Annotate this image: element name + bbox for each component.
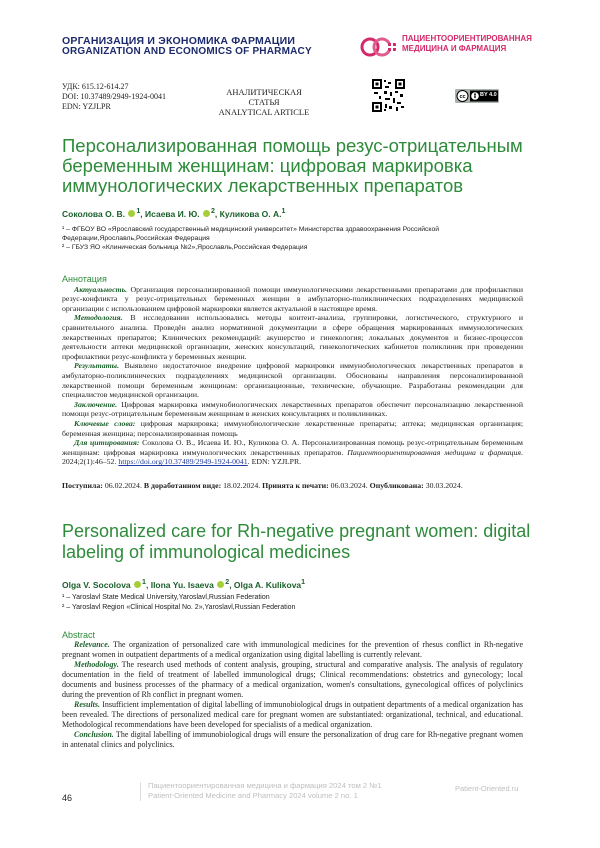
citation-label: Для цитирования: [74,438,140,448]
orcid-icon[interactable] [203,210,210,217]
affiliation: ¹ – Yaroslavl State Medical University,Yaroslavl,Russian Federation [62,594,270,601]
revised-date: 18.02.2024. [221,481,261,490]
accepted-date: 06.03.2024. [328,481,368,490]
conclusion-text: The digital labelling of immunobiological drugs will ensure the personalization of drug care for Rh-negative pregnant women in antenatal clinics and polyclinics. [62,730,523,749]
qr-code-icon[interactable] [371,78,406,113]
author-name: Исаева И. Ю. [145,208,200,219]
citation-tail: . 2024;2(1):46–52. [62,447,523,467]
authors-en: Olga V. Socolova $^1$, Ilona Yu. Isaeva $^2$, Olga A. Kulikova$^1$ [62,578,306,590]
footer-divider [140,782,141,801]
abstract-paragraph [62,285,523,314]
keywords [62,419,523,438]
article-title-ru: Персонализированная помощь резус-отрицательным беременным женщинам: цифровая маркировка иммунологических лекарственных препаратов [62,135,523,196]
published-label: Опубликована: [369,481,424,490]
page-number: 46 [62,793,73,803]
author-name: Olga A. Kulikova [233,579,302,590]
conclusion-text: Цифровая маркировка иммунобиологических лекарственных препаратов обеспечит персонализацию лекарственной помощи резус-отрицательным беременным женщинам в женских консультациях и поликлиниках. [62,399,523,419]
journal-logo-text [402,34,532,54]
orcid-icon[interactable] [128,210,135,217]
doi-link[interactable]: https://doi.org/10.37489/2949-1924-0041 [118,457,248,467]
author-name: Olga V. Socolova [62,579,131,590]
footer-journal-en: Patient-Oriented Medicine and Pharmacy 2024 volume 2 no. 1 [148,791,358,800]
author-affil-sup: 1 [281,207,286,215]
author-name: Ilona Yu. Isaeva [150,579,214,590]
affiliation: ² – Yaroslavl Region «Clinical Hospital No. 2»,Yaroslavl,Russian Federation [62,604,296,611]
relevance-text: Организация персонализированной помощи иммунологическими лекарственными препаратами для профилактики резус-конфликта у резус-отрицательных беременных женщин в амбулаторно-поликлинических подразделениях медицинской организации с использованием цифровой маркировки является актуальной в настоящее время. [62,284,523,313]
abstract-paragraph [62,660,523,700]
authors-ru: Соколова О. В. $^1$, Исаева И. Ю. $^2$, Куликова О. А.$^1$ [62,207,286,219]
affiliations-en [62,593,522,613]
results-label: Results. [74,700,101,709]
udk: УДК: 615.12-614.27 [62,82,129,91]
affiliations-ru [62,225,522,252]
citation-text: Соколова О. В., Исаева И. Ю., Куликова О. А. Персонализированная помощь резус-отрицательным беременным женщинам: цифровая маркировка иммунологических лекарственных препаратов. [62,438,523,457]
orcid-icon[interactable] [217,581,224,588]
abstract-paragraph [62,400,523,419]
conclusion-label: Заключение. [74,399,118,409]
abstract-heading: Abstract [62,630,96,640]
methodology-text: The research used methods of content analysis, grouping, structural and comparative analysis. The analysis of regulatory documentation in the field of treatment of labelled immunological drugs; Clinical recommendations: obstetrics and gynecology; local documents and business processes of the pharmacy of a medical organization, women's consultations, gynecological offices of polyclinics during the prevention of Rh conflict in pregnant women. [62,660,523,699]
received-label: Поступила: [62,481,103,490]
keywords-label: Ключевые слова: [74,418,136,428]
abstract-paragraph [62,361,523,399]
abstract-paragraph [62,313,523,361]
edn: EDN: YZJLPR [62,102,111,111]
received-date: 06.02.2024. [102,481,142,490]
doi: DOI: 10.37489/2949-1924-0041 [62,92,166,101]
abstract-paragraph [62,640,523,660]
abstract-ru [62,275,523,467]
footer-website-link[interactable]: Patient-Oriented.ru [455,784,519,793]
conclusion-label: Conclusion. [74,730,114,739]
article-title-en: Personalized care for Rh-negative pregnant women: digital labeling of immunological medicines [62,521,531,562]
methodology-label: Методология. [74,313,123,323]
svg-text:cc: cc [459,94,466,101]
abstract-paragraph [62,700,523,730]
article-meta [62,82,166,112]
author-affil-sup: 1 [301,578,306,586]
article-type-ru: АНАЛИТИЧЕСКАЯ СТАТЬЯ [226,87,302,107]
article-type [212,87,316,117]
author-affil-sup: 2 [210,207,215,215]
journal-section-title-en: ORGANIZATION AND ECONOMICS OF PHARMACY [62,46,312,57]
footer-journal-ru: Пациентоориентированная медицина и фармация 2024 том 2 №1 [148,781,382,790]
abstract-en [62,630,523,750]
revised-label: В доработанном виде: [143,481,222,490]
author-affil-sup: 1 [136,207,141,215]
journal-section-title-ru: ОРГАНИЗАЦИЯ И ЭКОНОМИКА ФАРМАЦИИ [62,35,296,47]
author-name: Куликова О. А. [219,208,282,219]
footer-journal [148,781,382,801]
results-text: Insufficient implementation of digital labelling of immunobiological drugs in outpatient departments of a medical organization has been revealed. The directions of personalized medical care for pregnant women are substantiated: organizational, technical, and educational. Methodological recommendations have been developed for specialists of a medical organization. [62,700,523,729]
logo-text-line2: МЕДИЦИНА И ФАРМАЦИЯ [402,44,507,53]
author-affil-sup: 2 [225,578,230,586]
relevance-label: Relevance. [74,640,110,649]
accepted-label: Принята к печати: [262,481,329,490]
article-type-en: ANALYTICAL ARTICLE [218,107,310,117]
publication-dates [62,481,463,490]
methodology-text: В исследовании использовались методы контент-анализа, группировки, логистического, структурного и сравнительного анализа. Проведён анализ нормативной документации в сфере обращения маркированных иммунологических лекарственных препаратов; Клинических рекомендаций: акушерство и гинекология; локальных документов и бизнес-процессов деятельности аптеки медицинской организации, женских консультаций, гинекологических кабинетов поликлиник при проведении профилактики резус-конфликта у беременных женщин. [62,313,523,361]
methodology-label: Methodology. [74,660,119,669]
citation [62,438,523,467]
citation-edn: . EDN: YZJLPR. [247,457,302,467]
abstract-heading: Аннотация [62,274,107,284]
orcid-icon[interactable] [134,581,141,588]
abstract-paragraph [62,730,523,750]
author-affil-sup: 1 [142,578,146,586]
affiliation: ² – ГБУЗ ЯО «Клиническая больница №2»,Ярославль,Российская Федерация [62,244,308,251]
results-label: Результаты. [74,361,120,371]
keywords-text: цифровая маркировка; иммунобиологические лекарственные препараты; аптека; медицинская организация; беременная женщина; персонализированная помощь [62,418,523,438]
citation-journal: Пациентоориентированная медицина и фармация [347,447,522,457]
relevance-label: Актуальность. [74,284,128,294]
relevance-text: The organization of personalized care with immunological medicines for the prevention of rhesus conflict in Rh-negative pregnant women in outpatient departments of a medical organization using digital labelling is currently relevant. [62,640,523,659]
author-name: Соколова О. В. [62,208,125,219]
journal-logo-icon [360,32,398,62]
published-date: 30.03.2024. [423,481,463,490]
license-label: BY 4.0 [480,92,497,98]
results-text: Выявлено недостаточное внедрение цифровой маркировки иммунобиологических лекарственных препаратов в амбулаторно-поликлинических подразделениях медицинской организации. Обоснованы направления персонализированной лекарственной помощи беременным женщинам: организационные, технические, обучающие. Разработаны рекомендации для специалистов медицинской организации. [62,361,523,400]
affiliation: ¹ – ФГБОУ ВО «Ярославский государственный медицинский университет» Министерства здравоохранения Российской Федерации,Ярославль,Российская Федерация [62,226,440,242]
logo-text-line1: ПАЦИЕНТООРИЕНТИРОВАННАЯ [402,34,532,43]
